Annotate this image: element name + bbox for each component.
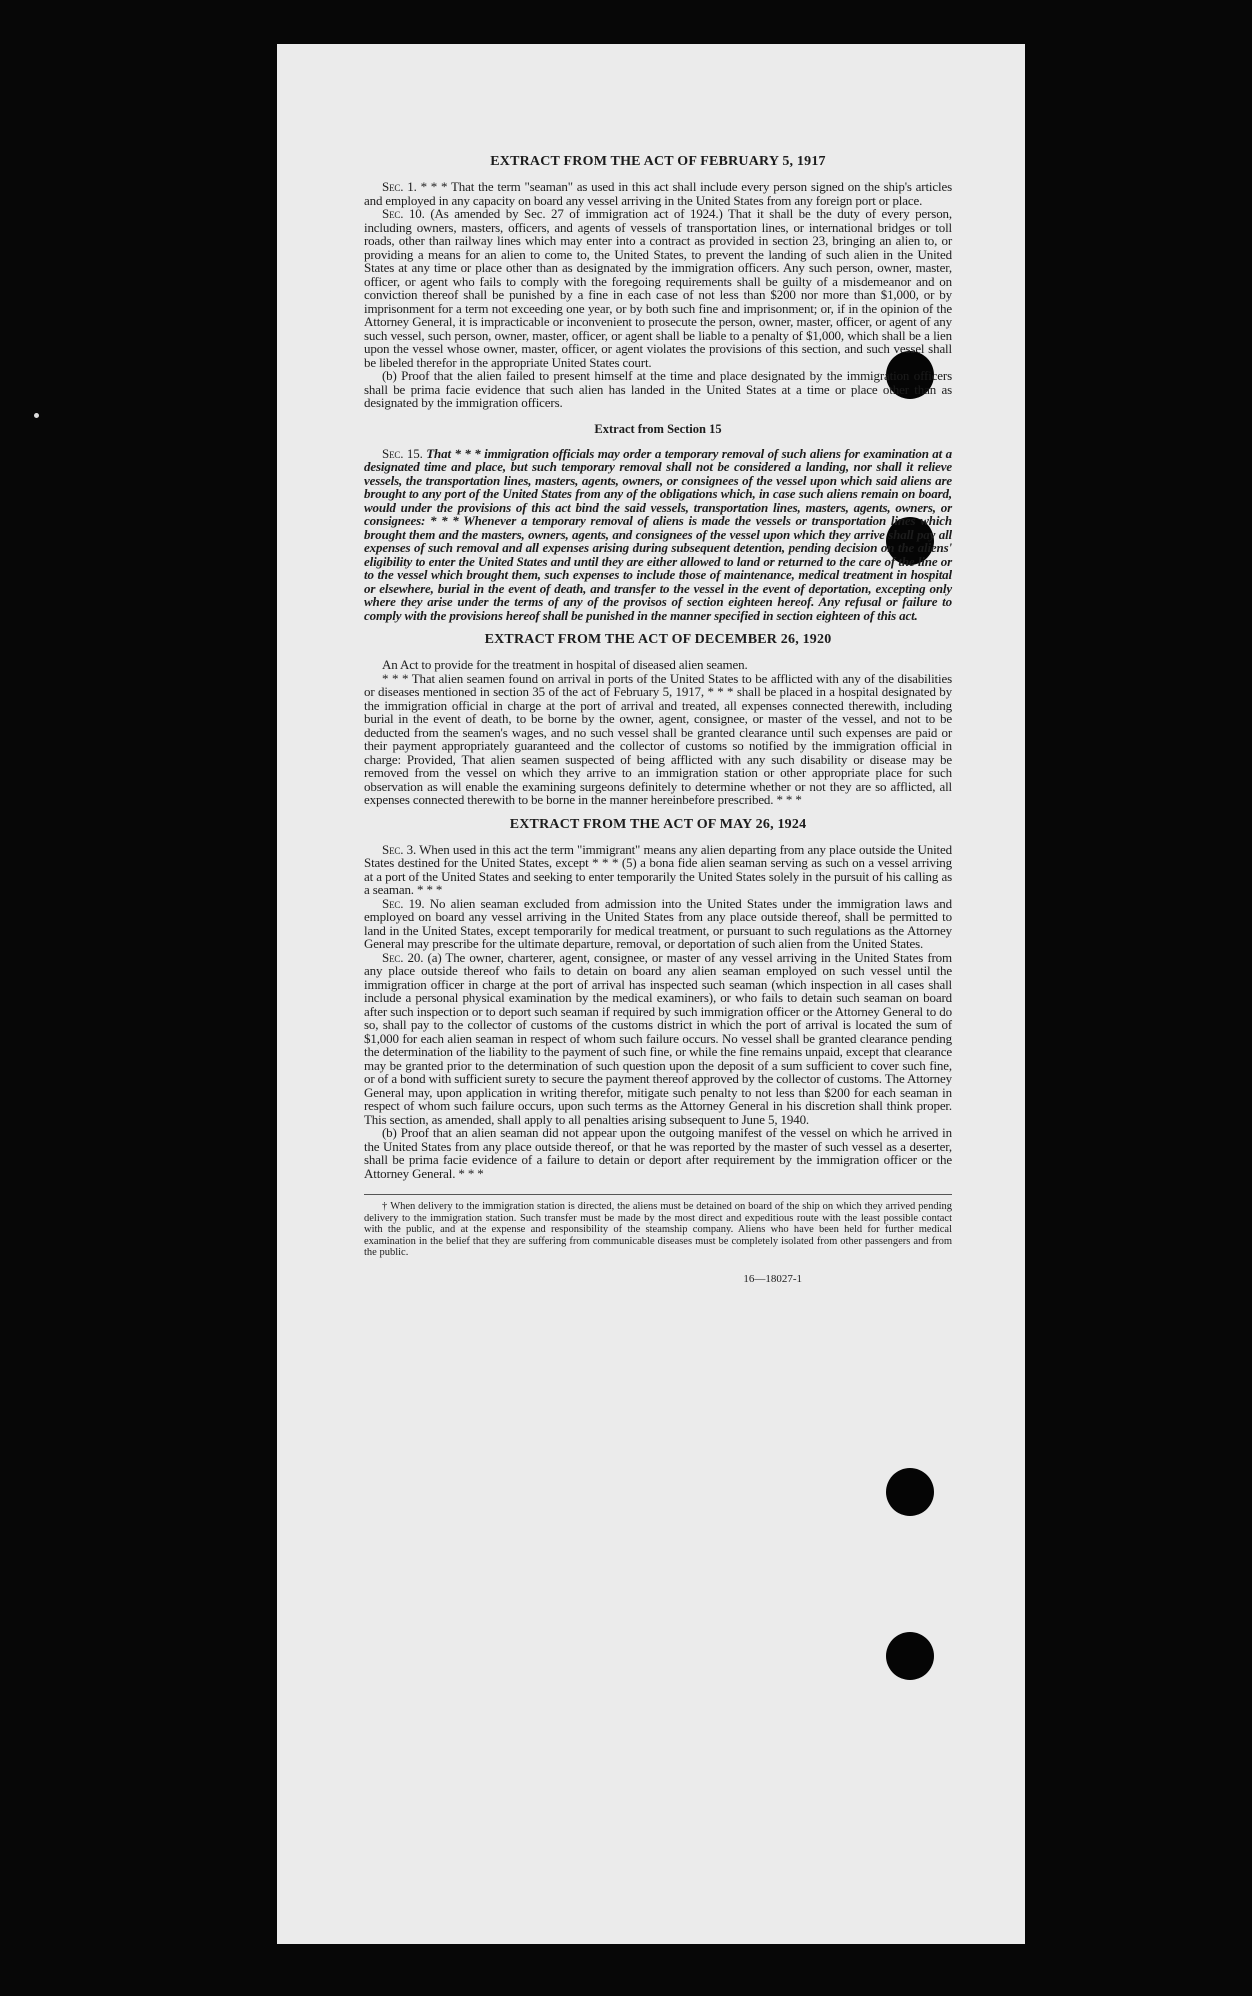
heading-act-1920: EXTRACT FROM THE ACT OF DECEMBER 26, 1920 (484, 632, 832, 647)
section-1 (364, 180, 952, 207)
section-20-label: Sec. 20. (382, 949, 424, 965)
section-10 (364, 207, 952, 369)
act-1920-text: * * * That alien seamen found on arrival in ports of the United States to be afflicted with any of the disabilities or diseases mentioned in section 35 of the act of February 5, 1917, * * * shall be placed in a hospital designated by the immigration official in charge at the port of arrival and treated, all expenses connected therewith, including burial in the event of death, to be borne by the owner, agent, consignee, or master of the vessel, and not to be deducted from the seamen's wages, and no such vessel shall be granted clearance until such expenses are paid or their payment appropriately guaranteed and the collector of customs so notified by the immigration official in charge: Provided, That alien seamen suspected of being afflicted with any such disability or disease may be removed from the vessel on which they arrive to an immigration station or other appropriate place for such observation as will enable the examining surgeons definitely to determine whether or not they are so afflicted, all expenses connected therewith to be borne in the manner hereinbefore prescribed. * * * (364, 670, 952, 807)
section-3-text: When used in this act the term "immigrant" means any alien departing from any place outside the United States destined for the United States, except * * * (5) a bona fide alien seaman serving as such on a vessel arriving at a port of the United States and seeking to enter temporarily the United States solely in the pursuit of his calling as a seaman. * * * (364, 841, 952, 897)
section-15-text: That * * * immigration officials may order a temporary removal of such aliens for examination at a designated time and place, but such temporary removal shall not be considered a landing, nor shall it relieve vessels, the transportation lines, masters, agents, owners, or consignees of the vessel upon which said aliens are brought to any port of the United States from any of the obligations which, in case such aliens remain on board, would under the provisions of this act bind the said vessels, transportation lines, masters, agents, owners, or consignees: * * * Whenever a temporary removal of aliens is made the vessels or transportation lines which brought them and the masters, owners, agents, and consignees of the vessel upon which they arrive shall pay all expenses of such removal and all expenses arising during subsequent detention, pending decision on the aliens' eligibility to enter the United States and until they are either allowed to land or returned to the care of the line or to the vessel which brought them, such expenses to include those of maintenance, medical treatment in hospital or elsewhere, burial in the event of death, and transfer to the vessel in the event of deportation, excepting only where they arise under the terms of any of the provisos of section eighteen hereof. Any refusal or failure to comply with the provisions hereof shall be punished in the manner specified in section eighteen of this act. (364, 445, 952, 623)
section-19 (364, 897, 952, 951)
punch-hole (886, 1468, 934, 1516)
section-15 (364, 447, 952, 623)
punch-hole (886, 1632, 934, 1680)
section-3-label: Sec. 3. (382, 841, 417, 857)
document-page (277, 44, 1025, 1944)
section-20b: (b) Proof that an alien seaman did not appear upon the outgoing manifest of the vessel on which he arrived in the United States from any place outside thereof, or that he was reported by the master of such vessel as a deserter, shall be prima facie evidence of a failure to detain or deport after requirement by the immigration officer or the Attorney General. * * * (364, 1125, 952, 1181)
section-19-text: No alien seaman excluded from admission into the United States under the immigration laws and employed on board any vessel arriving in the United States from any place outside thereof, shall be permitted to land in the United States, except temporarily for medical treatment, or pursuant to such regulations as the Attorney General may prescribe for the ultimate departure, removal, or deportation of such alien from the United States. (364, 895, 952, 951)
section-3 (364, 843, 952, 897)
document-number: 16—18027-1 (743, 1272, 802, 1285)
heading-act-1917: EXTRACT FROM THE ACT OF FEBRUARY 5, 1917 (490, 154, 826, 169)
section-10-text: (As amended by Sec. 27 of immigration act of 1924.) That it shall be the duty of every person, including owners, masters, officers, and agents of vessels of transportation lines, or international bridges or toll roads, other than railway lines which may enter into a contract as provided in section 23, bringing an alien to, or providing a means for an alien to come to, the United States, to prevent the landing of such alien in the United States at any time or place other than as designated by the immigration officers. Any such person, owner, master, officer, or agent who fails to comply with the foregoing requirements shall be guilty of a misdemeanor and on conviction thereof shall be punished by a fine in each case of not less than $200 nor more than $1,000, or by imprisonment for a term not exceeding one year, or by both such fine and imprisonment; or, if in the opinion of the Attorney General, it is impracticable or inconvenient to prosecute the person, owner, master, officer, or agent of any such vessel, such person, owner, master, officer, or agent shall be liable to a penalty of $1,000, which shall be a lien upon the vessel whose owner, master, officer, or agent violates the provisions of this section, and such vessel shall be libeled therefor in the appropriate United States court. (364, 206, 953, 370)
heading-act-1924: EXTRACT FROM THE ACT OF MAY 26, 1924 (509, 816, 807, 832)
section-19-label: Sec. 19. (382, 895, 425, 911)
footnote: † When delivery to the immigration station is directed, the aliens must be detained on board of the ship on which they arrived pending delivery to the immigration station. Such transfer must be made by the most direct and expeditious route with the least possible contact with the public, and at the expense and responsibility of the steamship company. Aliens who have been held for further medical examination in the belief that they are suffering from communicable diseases must be completely isolated from other passengers and from the public. (364, 1194, 952, 1259)
film-speck (34, 413, 39, 418)
section-1-label: Sec. 1. (382, 179, 417, 194)
act-1920-title: An Act to provide for the treatment in hospital of diseased alien seamen. (382, 657, 748, 672)
subheading-section-15: Extract from Section 15 (594, 421, 722, 436)
section-15-label: Sec. 15. (382, 445, 423, 461)
section-10-label: Sec. 10. (382, 206, 425, 221)
section-1-text: * * * That the term "seaman" as used in this act shall include every person signed on the ship's articles and employed in any capacity on board any vessel arriving in the United States from any foreign port or place. (364, 179, 952, 208)
section-20-text: (a) The owner, charterer, agent, consignee, or master of any vessel arriving in the United States from any place outside thereof who fails to detain on board any alien seaman employed on such vessel until the immigration officer in charge at the port of arrival has inspected such seaman (which inspection in all cases shall include a personal physical examination by the medical examiners), or who fails to detain such seaman on board after such inspection or to deport such seaman if required by such immigration officer or the Attorney General to do so, shall pay to the collector of customs of the customs district in which the port of arrival is located the sum of $1,000 for each alien seaman in respect of whom such failure occurs. No vessel shall be granted clearance pending the determination of the liability to the payment of such fine, or while the fine remains unpaid, except that clearance may be granted prior to the determination of such question upon the deposit of a sum sufficient to cover such fine, or of a bond with sufficient surety to secure the payment thereof approved by the collector of customs. The Attorney General may, upon application in writing therefor, mitigate such penalty to not less than $200 for each seaman in respect of whom such failure occurs, upon such terms as the Attorney General in his discretion shall think proper. This section, as amended, shall apply to all penalties arising subsequent to June 5, 1940. (364, 949, 952, 1127)
section-20 (364, 951, 952, 1127)
document-body (364, 144, 952, 1285)
section-10b: (b) Proof that the alien failed to present himself at the time and place designated by the immigration officers shall be prima facie evidence that such alien has landed in the United States at a time or place other than as designated by the immigration officers. (364, 368, 952, 410)
